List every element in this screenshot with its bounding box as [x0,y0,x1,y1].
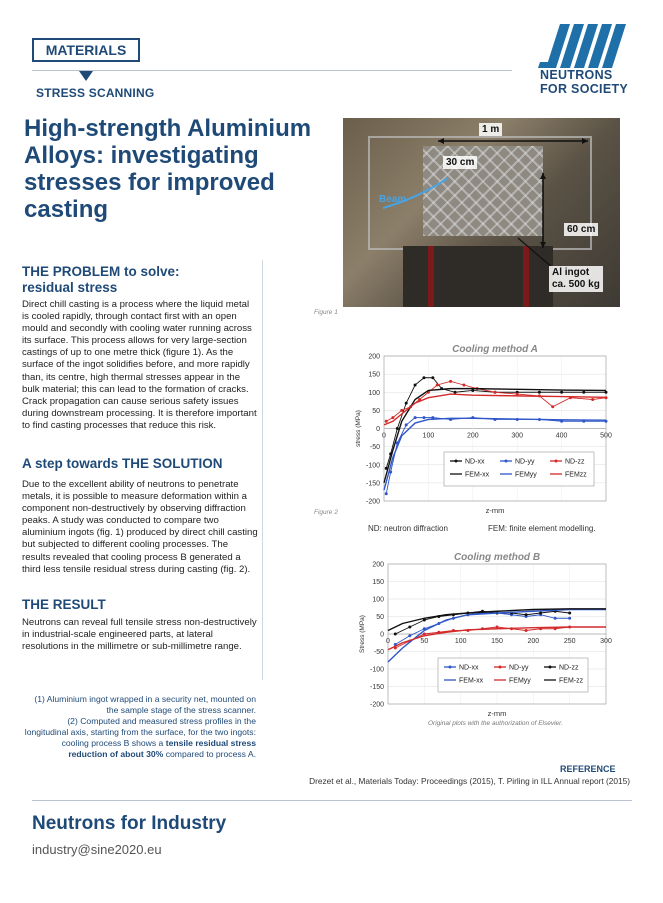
label-1m: 1 m [479,123,502,136]
data-point-nd-xx [454,391,457,394]
data-point-nd-xx [396,427,399,430]
figure-2-label: Figure 2 [314,509,338,516]
legend-marker [555,460,558,463]
label-ingot-line-2: ca. 500 kg [552,279,600,290]
reference-heading: REFERENCE [560,764,616,774]
data-point-nd-xx [408,634,411,637]
x-tick-label: 400 [555,432,568,440]
solution-text: Due to the excellent ability of neutrons to penetrate metals, it is possible to measure deformation within a component non-destructively by observing diffraction peaks. A study was conducted to compare two aluminium ingots (fig. 1) produced by direct chill casting but subjected to different cooling processes. The results revealed that cooling process B generated a third less tensile residual stress during casting (fig. 2). [22,479,258,575]
legend-label: ND-xx [459,664,479,672]
legend-label: ND-zz [565,458,585,466]
x-tick-label: 200 [527,638,540,645]
solution-heading: A step towards THE SOLUTION [22,456,223,471]
y-tick-label: 150 [368,371,380,379]
data-point-nd-xx [538,391,541,394]
y-tick-label: -50 [373,649,384,656]
neutrons-for-society-logo-icon [538,20,638,70]
legend-label: FEM-zz [559,677,584,685]
data-point-nd-yy [385,492,388,495]
legend-box [444,452,594,486]
chart-cooling-a [340,344,620,515]
problem-text: Direct chill casting is a process where the liquid metal is cooled rapidly, through contact first with an open mould and secondly with cooling water running across its surface. This process allows for very large-section castings of up to one metre thick (figure 1). As the surface of the ingot solidifies before, and more rapidly than, its centre, high thermal stresses appear in the bulk material; this can lead to the formation of cracks. Crack propagation can cause serious safety issues during downstream processing. It is therefore important to find casting processes that reduce this risk. [22,299,257,431]
column-divider [262,260,263,680]
x-tick-label: 0 [386,638,390,645]
x-tick-label: 100 [422,432,435,440]
label-beam: Beam [379,194,407,205]
x-axis-label: z-mm [487,709,507,718]
note-fem: FEM: finite element modelling. [488,524,596,533]
data-point-nd-zz [539,612,542,615]
authorization-note: Original plots with the authorization of Elsevier. [428,720,563,727]
data-point-nd-zz [591,398,594,401]
section-tag: MATERIALS [32,38,140,62]
y-tick-label: 150 [372,579,384,586]
data-point-nd-xx [431,376,434,379]
footer-divider [32,800,632,801]
y-tick-label: -200 [369,701,384,709]
problem-heading-line-1: THE PROBLEM to solve: [22,264,180,279]
legend-marker [549,666,552,669]
page-title: High-strength Aluminium Alloys: investigating stresses for improved casting [24,115,312,223]
y-tick-label: -150 [365,480,380,488]
caption-2-text-a: (2) Computed and measured stress profiles in the longitudinal axis, starting from the surface, for the two ingots: cooling process B shows a [24,716,256,748]
data-point-nd-zz [551,405,554,408]
label-60cm: 60 cm [564,223,598,236]
caption-2 [22,716,256,760]
x-tick-label: 150 [491,638,503,645]
legend-label: FEMyy [509,677,531,685]
x-tick-label: 0 [382,432,386,440]
y-tick-label: 50 [372,407,380,415]
data-point-nd-xx [605,391,608,394]
data-point-nd-yy [422,416,425,419]
subsection-tag: STRESS SCANNING [36,86,155,100]
y-axis-label: Stress (MPa) [359,615,366,653]
label-30cm: 30 cm [443,156,477,169]
y-tick-label: 100 [372,596,384,604]
data-point-nd-zz [385,420,388,423]
x-tick-label: 300 [600,638,612,645]
ingot-photo [343,118,620,307]
chart-cooling-b [340,552,620,717]
data-point-nd-xx [405,402,408,405]
data-point-nd-zz [449,380,452,383]
data-point-nd-zz [394,633,397,636]
legend-marker [499,666,502,669]
y-tick-label: -100 [365,462,380,470]
data-point-nd-zz [391,416,394,419]
data-point-nd-zz [516,393,519,396]
data-point-nd-xx [582,391,585,394]
data-point-nd-yy [405,423,408,426]
logo-line-1: NEUTRONS [540,68,613,82]
problem-heading-line-2: residual stress [22,280,118,295]
label-ingot [549,266,603,292]
caption-2-bold: tensile residual stress reduction of about 30% [68,738,256,759]
data-point-nd-zz [568,612,571,615]
x-tick-label: 250 [563,638,576,645]
y-tick-label: 50 [376,614,384,621]
data-point-nd-yy [525,629,528,632]
figure-captions [22,694,256,760]
data-point-nd-xx [422,376,425,379]
data-point-nd-xx [568,617,571,620]
y-tick-label: -200 [365,498,380,506]
x-axis-label: z-mm [485,506,505,515]
legend-label: ND-zz [559,664,579,672]
data-point-nd-xx [471,389,474,392]
x-tick-label: 300 [511,432,524,440]
result-heading: THE RESULT [22,597,106,612]
chart-title: Cooling method A [452,344,538,355]
y-tick-label: 200 [372,561,384,569]
chart-title: Cooling method B [453,552,541,563]
y-tick-label: -150 [369,684,384,691]
tag-pointer-triangle [79,71,93,81]
y-tick-label: 0 [380,631,384,639]
y-axis-label: stress (MPa) [355,410,362,447]
data-point-nd-zz [494,391,497,394]
label-ingot-line-1: Al ingot [552,267,590,278]
figure-1-label: Figure 1 [314,309,338,316]
data-point-nd-xx [554,617,557,620]
legend-label: FEM-xx [459,677,484,685]
data-point-nd-zz [462,384,465,387]
y-tick-label: -100 [369,666,384,674]
legend-marker [455,460,458,463]
data-point-nd-yy [414,416,417,419]
legend-marker [505,460,508,463]
problem-heading [22,264,180,296]
logo-text [540,68,628,96]
y-tick-label: 0 [376,426,380,433]
caption-2-text-b: compared to process A. [163,749,256,759]
note-nd: ND: neutron diffraction [368,524,448,533]
footer-email[interactable]: industry@sine2020.eu [32,842,162,857]
x-tick-label: 200 [466,432,479,440]
data-point-nd-zz [525,613,528,616]
footer-title: Neutrons for Industry [32,813,227,834]
logo-line-2: FOR SOCIETY [540,82,629,96]
legend-label: ND-yy [509,664,529,672]
y-tick-label: 100 [368,389,380,397]
x-tick-label: 50 [420,638,429,645]
reference-text: Drezet et al., Materials Today: Proceedings (2015), T. Pirling in ILL Annual report (2015) [309,776,630,786]
result-text: Neutrons can reveal full tensile stress non-destructively in industrial-scale engineered parts, at lateral resolutions in the millimetre or sub-millimetre range. [22,617,257,653]
data-point-nd-zz [408,626,411,629]
data-point-nd-xx [560,391,563,394]
y-tick-label: -50 [369,444,380,452]
data-point-nd-zz [436,384,439,387]
legend-label: FEM-xx [465,471,490,479]
legend-label: FEMyy [515,471,537,479]
legend-label: FEMzz [565,471,587,479]
caption-1: (1) Aluminium ingot wrapped in a security net, mounted on the sample stage of the stress scanner. [34,694,256,715]
legend-marker [449,666,452,669]
x-tick-label: 100 [454,638,467,645]
data-point-nd-zz [400,409,403,412]
data-point-nd-xx [414,384,417,387]
x-tick-label: 500 [600,432,612,440]
legend-box [438,658,588,692]
y-tick-label: 200 [368,353,380,361]
header-divider [32,70,512,71]
legend-label: ND-xx [465,458,485,466]
legend-label: ND-yy [515,458,535,466]
